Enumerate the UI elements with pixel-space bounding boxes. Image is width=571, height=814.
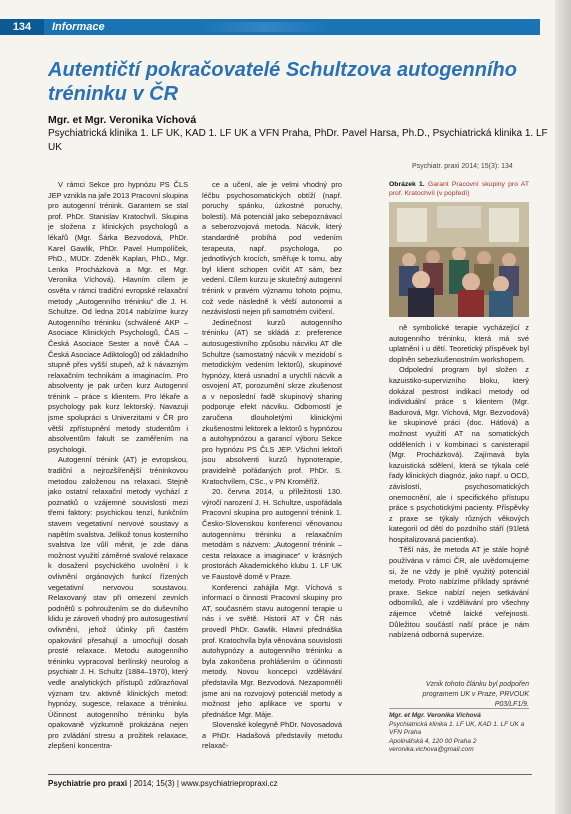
paragraph: ce a učení, ale je velmi vhodný pro léčbu psychosomatických obtíží (např. poruchy spánku, úzkostné poruchy, bolesti). Má potenciál jako sebepoznávací a seberozvojová metoda. Nácvik, který standardně probíhá pod vedením terapeuta, např. psychologa, po jednotlivých krocích, směřuje k tomu, aby byl klient schopen cvičit AT sám, bez vedení. Cílem kurzu je skutečný autogenní trénink v pravém významu tohoto pojmu, což vede následně k větší autonomii a nezávislosti nejen při samotném cvičení. <box>202 180 342 317</box>
paragraph: Autogenní trénink (AT) je evropskou, tradiční a nejrozšířenější tréninkovou metodou založenou na relaxaci. Stejně jako ostatní relaxační metody vychází z poznatků o vzájemné souvislosti mezi třemi faktory: psychickou tenzí, funkčním stavem vegetativní nervové soustavy a napětím svalstva. Jelikož tonus kosterního svalstva lze vůlí měnit, je zde dána možnost využití záměrné svalové relaxace k dosažení psychického uvolnění i k ovlivnění orgánových funkcí řízených vegetativní nervovou soustavou. Relaxovaný stav při omezení zevních podnětů s pohroužením se do duševního klidu je zároveň vhodný pro autosugestivní ovlivnění, jehož účinky při častém opakování přesahují a umocňují dosah prosté relaxace. Metodu autogenního tréninku vypracoval berlínský neurolog a psychiatr J. H. Schultz (1884–1970), který vedle analytických přístupů zdůrazňoval význam tzv. aktivně klinických metod: hypnózy, sugesce, relaxace a tréninku. Účinnost autogenního tréninku byla opakovaně výzkumně prokázána nejen pro zvládání stresu a prožitek relaxace, zlepšení koncentra- <box>48 455 188 751</box>
signature-divider <box>389 708 529 709</box>
contact-address: Apolinářská 4, 120 00 Praha 2 <box>389 737 477 745</box>
contact-email[interactable]: veronika.vichova@gmail.com <box>389 746 474 753</box>
header-decoration <box>200 22 330 32</box>
author-block <box>48 113 548 155</box>
footer-divider <box>48 774 532 775</box>
paragraph: ně symbolické terapie vycházející z autogenního tréninku, která má své uplatnění i u dětí. Teoretický příspěvek byl doplněn sebezkušenostním workshopem. <box>389 323 529 364</box>
author-affiliation: Psychiatrická klinika 1. LF UK, KAD 1. LF UK a VFN Praha, PhDr. Pavel Harsa, Ph.D., Psychiatrická klinika 1. LF UK <box>48 128 548 153</box>
figure-label: Obrázek 1. <box>389 181 425 188</box>
paragraph: Jedinečnost kurzů autogenního tréninku (AT) se skládá z: preference autosugestivního způsobu nácviku AT dle Schultze (samostatný nácvik v mezidobí s metodickým vedením lektorů), skupinové hypnózy, která usnadní a urychlí nácvik a osvojení AT, porozumění skrze zkušenost a v neposlední řadě skupinový sharing podporuje efekt nácviku. Odborností je zaručena dlouholetými klinickými zkušenostmi lektorek a lektorů s hypnózou a autohypnózou a garancí výboru Sekce pro hypnózu PS ČLS JEP. Všichni lektoři jsou absolventi kurzů hypnoterapie, pravidelně pořádaných prof. PhDr. S. Kratochvílem, CSc., v PN Kroměříž. <box>202 317 342 486</box>
author-contact <box>389 712 534 755</box>
figure-caption-text: Garant Pracovní skupiny pro AT prof. Kratochvíl (v popředí) <box>389 181 529 197</box>
contact-affiliation: Psychiatrická klinika 1. LF UK, KAD 1. LF UK a VFN Praha <box>389 720 525 736</box>
paragraph: V rámci Sekce pro hypnózu PS ČLS JEP vznikla na jaře 2013 Pracovní skupina pro autogenní trénink. Garantem se stal prof. PhDr. Stanislav Kratochvíl. Skupina je složena z klinických psychologů a lékařů (Mgr. Šárka Bezvodová, PhDr. Karel Gawlik, PhDr. Pavel Humpolíček, PhD., MUDr. Zdeněk Kaplan, PhD., Mgr. Lenka Procházková a Mgr. et Mgr. Veronika Víchová). Hlavním cílem je osvěta v rámci tradiční evropské relaxační metody „Autogenního tréninku“ dle J. H. Schultze. Od ledna 2014 nabízíme kurzy Autogenního tréninku (schválené AKP – Asociace Klinických Psychologů, ČAS – Česká Asociace Sester a nově ČAA – Česká Asociace Adiktologů) od základního stupně přes vyšší stupeň, až k návazným relaxačním technikám a imaginacím. Pro absolventy je pak určen kurz Autogenní trénink – práce s klientem. Pro lékaře a psychology pak kurz lektorský. Navazuji jsme spolupráci s Univerzitami v ČR pro větší zpřístupnění metody studentům i absolventům fakult se zaměřením na psychologii. <box>48 180 188 454</box>
text-column-1 <box>48 180 188 752</box>
conference-photo <box>389 202 529 317</box>
author-name: Mgr. et Mgr. Veronika Víchová <box>48 114 197 126</box>
section-label: Informace <box>52 21 105 33</box>
text-column-3 <box>389 180 529 641</box>
journal-name: Psychiatrie pro praxi <box>48 779 128 788</box>
paragraph: Konferenci zahájila Mgr. Víchová s informací o činnosti Pracovní skupiny pro AT, současném stavu autogenní terapie u nás i ve světě. Historii AT v ČR nás provedl PhDr. Gawlik. Hlavní přednáška prof. Kratochvíla byla věnována souvislosti autohypnózy a autogenního tréninku a byla zakončena prohlášením o účinnosti metody. Novou koncepci vzdělávání představila Mgr. Bezvodová. Nezapomněli jsme ani na rozvojový potenciál metody a možnost jeho aplikace ve sportu v přednášce Mgr. Máje. <box>202 582 342 719</box>
text-column-2 <box>202 180 342 752</box>
contact-name: Mgr. et Mgr. Veronika Víchová <box>389 712 481 719</box>
page-number: 134 <box>0 19 44 35</box>
paragraph: Slovenské kolegyně PhDr. Novosadová a PhDr. Hadašová představily metodu relaxač- <box>202 720 342 751</box>
page-edge-shadow <box>555 0 571 814</box>
citation: Psychiatr. praxi 2014; 15(3): 134 <box>412 163 513 170</box>
journal-url[interactable]: www.psychiatriepropraxi.cz <box>181 779 278 788</box>
article-title: Autentičtí pokračovatelé Schultzova autogenního tréninku v ČR <box>48 59 517 105</box>
paragraph: Odpolední program byl složen z kazuistiko-supervizního bloku, který dokázal pestrost indikací metody od individuální práce s klientem (Mgr. Badurová, Mgr. Víchová, Mgr. Bezvodová) ke skupinové práci (doc. Hátlová) a možnost využití AT na somatických odděleních i v kombinaci s canisterapií (Mgr. Procházková). Zajímavá byla kazuistická sdělení, která se týkala celé řady klinických diagnóz, jako např. u OCD, závislostí, psychosomatických onemocnění, ale i specifického přístupu práce s psychotickými pacienty. Příspěvky z praxe se týkaly různých věkových kategorií od dětí do pozdního stáří (91letá hospitalizovaná pacientka). <box>389 365 529 544</box>
paragraph: 20. června 2014, u příležitosti 130. výročí narození J. H. Schultze, uspořádala Pracovní skupina pro autogenní trénink 1. Česko-Slovenskou konferenci věnovanou autogennímu tréninku a relaxačním metodám s názvem: „Autogenní trénink – cesta relaxace a imaginace“ v krásných prostorách Akademického klubu 1. LF UK ve Faustově domě v Praze. <box>202 487 342 581</box>
journal-issue: 2014; 15(3) <box>133 779 175 788</box>
funding-note: Vznik tohoto článku byl podpořen programem UK v Praze, PRVOUK P03/LF1/9. <box>422 681 529 708</box>
page-footer: Psychiatrie pro praxi | 2014; 15(3) | www.psychiatriepropraxi.cz <box>48 779 278 788</box>
paragraph: Těší nás, že metoda AT je stále hojně používána v rámci ČR, ale uvědomujeme si, že ne vždy je plně využitý potenciál metody. Proto nabízíme příklady správné praxe. Sekce nabízí nejen setkávání odborníků, ale i vzdělávání pro všechny zájemce včetně laické veřejnosti. Důležitou součástí naší práce je nám nabízená odborná supervize. <box>389 545 529 640</box>
figure-caption <box>389 180 529 198</box>
